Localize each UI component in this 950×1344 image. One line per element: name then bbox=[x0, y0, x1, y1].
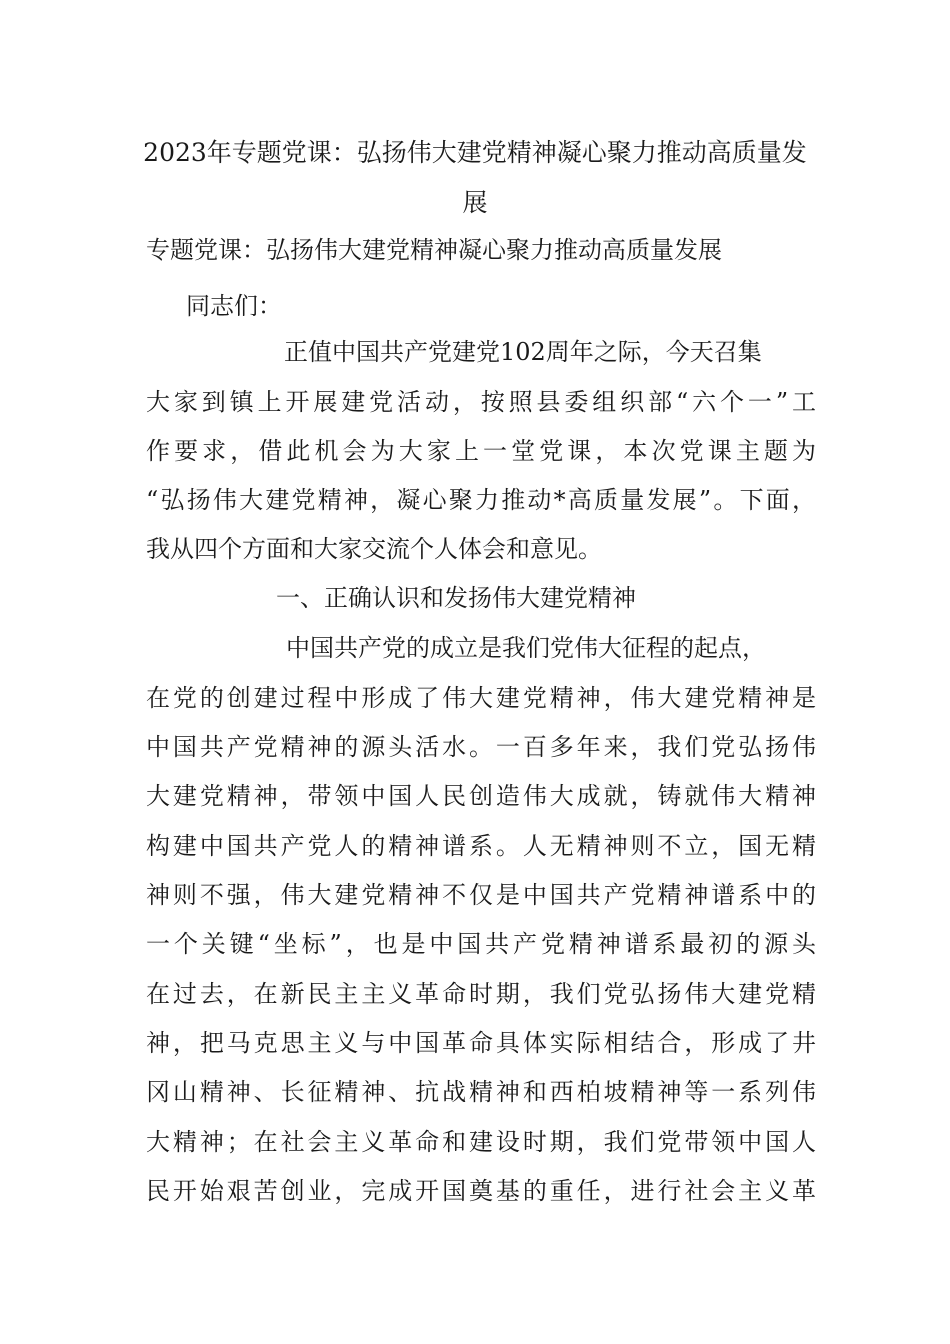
greeting: 同志们： bbox=[186, 292, 282, 320]
document-subtitle: 专题党课：弘扬伟大建党精神凝心聚力推动高质量发展 bbox=[146, 236, 722, 264]
body-line: 民开始艰苦创业，完成开国奠基的重任，进行社会主义革 bbox=[146, 1177, 816, 1205]
body-line: 构建中国共产党人的精神谱系。人无精神则不立，国无精 bbox=[146, 832, 816, 860]
intro-line: 我从四个方面和大家交流个人体会和意见。 bbox=[146, 535, 602, 563]
intro-line: 大家到镇上开展建党活动，按照县委组织部“六个一”工 bbox=[146, 388, 816, 416]
body-line: 中国共产党精神的源头活水。一百多年来，我们党弘扬伟 bbox=[146, 733, 816, 761]
section-heading: 一、正确认识和发扬伟大建党精神 bbox=[276, 584, 636, 612]
intro-line: 正值中国共产党建党102周年之际，今天召集 bbox=[284, 338, 762, 366]
body-line: 神则不强，伟大建党精神不仅是中国共产党精神谱系中的 bbox=[146, 881, 816, 909]
body-line: 神，把马克思主义与中国革命具体实际相结合，形成了井 bbox=[146, 1029, 816, 1057]
body-line: 在党的创建过程中形成了伟大建党精神，伟大建党精神是 bbox=[146, 684, 816, 712]
body-line: 在过去，在新民主主义革命时期，我们党弘扬伟大建党精 bbox=[146, 980, 816, 1008]
body-line: 冈山精神、长征精神、抗战精神和西柏坡精神等一系列伟 bbox=[146, 1078, 816, 1106]
document-title: 2023年专题党课：弘扬伟大建党精神凝心聚力推动高质量发展 bbox=[143, 138, 807, 217]
body-line: 一个关键“坐标”，也是中国共产党精神谱系最初的源头 bbox=[146, 930, 816, 958]
intro-line: 作要求，借此机会为大家上一堂党课，本次党课主题为 bbox=[146, 437, 816, 465]
body-line: 大建党精神，带领中国人民创造伟大成就，铸就伟大精神 bbox=[146, 782, 816, 810]
body-line: 中国共产党的成立是我们党伟大征程的起点， bbox=[286, 634, 766, 662]
intro-line: “弘扬伟大建党精神，凝心聚力推动*高质量发展”。下面， bbox=[146, 486, 816, 514]
body-line: 大精神；在社会主义革命和建设时期，我们党带领中国人 bbox=[146, 1128, 816, 1156]
